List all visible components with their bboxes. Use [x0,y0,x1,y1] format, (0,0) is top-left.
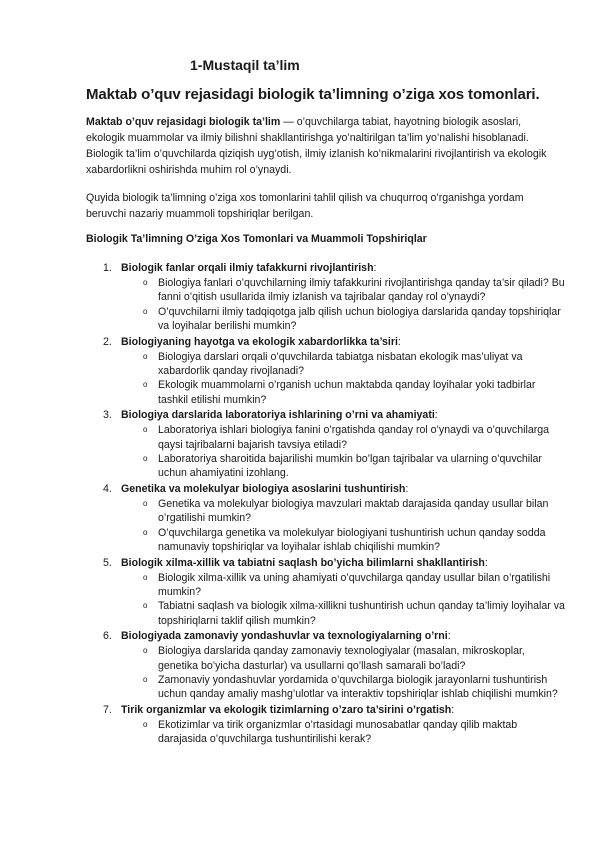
circle-bullet-icon: o [143,527,148,537]
intro-text: — o’quvchilarga tabiat, hayotning biologik asoslari, ekologik muammolar va ilmiy bilishni shakllantirishga yo’naltirilgan ta’lim yo’nalishi hisoblanadi. Biologik ta’lim o’quvchilarda qiziqish uyg’otish, ilmiy izlanish ko’nikmalarini rivojlantirish va ekologik xabardorlikni oshirishda muhim rol o’ynaydi. [86,116,547,176]
topic-number: 4. [103,482,112,495]
document-heading: Maktab o’quv rejasidagi biologik ta’limning o’ziga xos tomonlari. [86,86,540,103]
topic-title-colon: : [451,703,455,716]
topic-title-line [121,556,566,571]
topic-number: 2. [103,335,112,348]
question-text: Genetika va molekulyar biologiya mavzulari maktab darajasida qanday usullar bilan o’rgatilishi mumkin? [158,497,549,525]
circle-bullet-icon: o [143,306,148,316]
topic-title: Biologiyaning hayotga va ekologik xabardorlikka ta’siri [121,335,398,348]
circle-bullet-icon: o [143,380,148,390]
topic-title-colon: : [484,556,488,569]
question-text: Zamonaviy yondashuvlar yordamida o’quvchilarga biologik jarayonlarni tushuntirish uchun qanday amaliy mashg’ulotlar va interaktiv topshiriqlar ishlab chiqilishi mumkin? [158,673,558,701]
question-list [121,350,566,408]
question-list [121,718,566,747]
question-item [121,526,566,555]
question-text: O’quvchilarga genetika va molekulyar biologiyani tushuntirish uchun qanday sodda namunaviy topshiriqlar va loyihalar ishlab chiqilishi mumkin? [158,526,546,554]
topic-title-line [121,703,566,718]
question-item [121,350,566,379]
question-item [121,276,566,305]
topic-item [86,703,566,747]
question-item [121,571,566,600]
circle-bullet-icon: o [143,351,148,361]
circle-bullet-icon: o [143,674,148,684]
topic-list [86,261,566,748]
question-text: Biologiya darslari orqali o’quvchilarda tabiatga nisbatan ekologik mas’uliyat va xabardorlik qanday rivojlanadi? [158,350,523,378]
topic-number: 3. [103,409,112,422]
topic-title-line [121,261,566,276]
question-list [121,423,566,481]
topic-title: Genetika va molekulyar biologiya asoslarini tushuntirish [121,482,406,495]
question-text: Ekologik muammolarni o’rganish uchun maktabda qanday loyihalar yoki tadbirlar tashkil etilishi mumkin? [158,379,536,406]
question-text: Biologiya fanlari o’quvchilarning ilmiy tafakkurini rivojlantirishga qanday ta’sir qiladi? Bu fanni o’qitish usullarida ilmiy izlanish va tajribalar qanday rol o’ynaydi? [158,277,565,304]
question-text: Ekotizimlar va tirik organizmlar o’rtasidagi munosabatlar qanday qilib maktab darajasida o’quvchilarga tushuntirilishi kerak? [158,718,518,746]
intro-bold-lead: Maktab o’quv rejasidagi biologik ta’lim [86,116,281,128]
topic-item [86,556,566,629]
question-item [121,599,566,628]
circle-bullet-icon: o [143,646,148,656]
question-item [121,305,566,334]
question-item [121,423,566,452]
question-text: Laboratoriya ishlari biologiya fanini o’rgatishda qanday rol o’ynaydi va o’quvchilarga qaysi tajribalarni bajarish tavsiya etiladi? [158,424,550,451]
question-text: Tabiatni saqlash va biologik xilma-xillikni tushuntirish uchun qanday ta’limiy loyihalar va topshiriqlarni taklif qilish mumkin? [158,600,565,627]
circle-bullet-icon: o [143,278,148,287]
topic-title-colon: : [405,482,409,495]
circle-bullet-icon: o [143,498,148,508]
question-item [121,497,566,526]
topic-number: 1. [103,262,112,274]
topic-number: 7. [103,703,112,716]
circle-bullet-icon: o [143,601,148,611]
question-item [121,452,566,481]
second-paragraph: Quyida biologik ta’limning o’ziga xos tomonlarini tahlil qilish va chuqurroq o’rganishga yordam beruvchi nazariy muammoli topshiriqlar berilgan. [86,192,524,220]
topic-title: Biologik xilma-xillik va tabiatni saqlash bo’yicha bilimlarni shakllantirish [121,556,485,569]
intro-paragraph [86,114,558,178]
topic-title-colon: : [434,409,438,422]
topic-title: Biologiyada zamonaviy yondashuvlar va texnologiyalarning o’rni [121,630,448,643]
question-text: Laboratoriya sharoitida bajarilishi mumkin bo’lgan tajribalar va ularning o’quvchilar uchun ahamiyatini izohlang. [158,453,542,480]
topic-title-colon: : [397,335,401,348]
topic-title: Biologik fanlar orqali ilmiy tafakkurni rivojlantirish [121,262,374,274]
topic-title-line [121,408,566,423]
document-title: 1-Mustaqil ta’lim [190,57,300,73]
question-item [121,673,566,702]
section-subheading: Biologik Ta’limning O’ziga Xos Tomonlari va Muammoli Topshiriqlar [86,233,427,245]
circle-bullet-icon: o [143,572,148,582]
topic-title: Tirik organizmlar va ekologik tizimlarning o’zaro ta’sirini o’rgatish [121,703,452,716]
question-list [121,571,566,629]
question-item [121,644,566,673]
question-list [121,276,566,334]
question-list [121,644,566,702]
topic-number: 5. [103,556,112,569]
topic-title-line [121,482,566,497]
topic-title-line [121,629,566,644]
circle-bullet-icon: o [143,454,148,464]
topic-title-colon: : [447,630,451,643]
circle-bullet-icon: o [143,425,148,435]
question-text: Biologik xilma-xillik va uning ahamiyati o’quvchilarga qanday usullar bilan o’rgatilishi mumkin? [158,571,551,598]
circle-bullet-icon: o [143,719,148,729]
question-list [121,497,566,555]
question-item [121,718,566,747]
topic-item [86,335,566,408]
topic-number: 6. [103,630,112,643]
topic-item [86,482,566,555]
question-item [121,378,566,407]
topic-item [86,261,566,334]
topic-item [86,408,566,481]
topic-title-colon: : [373,262,377,274]
topic-title-line [121,335,566,350]
question-text: Biologiya darslarida qanday zamonaviy texnologiyalar (masalan, mikroskoplar, genetika bo’yicha dasturlar) va usullarni qo’llash samarali bo’ladi? [158,645,525,672]
topic-title: Biologiya darslarida laboratoriya ishlarining o’rni va ahamiyati [121,409,435,422]
question-text: O’quvchilarni ilmiy tadqiqotga jalb qilish uchun biologiya darslarida qanday topshiriqlar va loyihalar berilishi mumkin? [158,305,561,333]
topic-item [86,629,566,702]
